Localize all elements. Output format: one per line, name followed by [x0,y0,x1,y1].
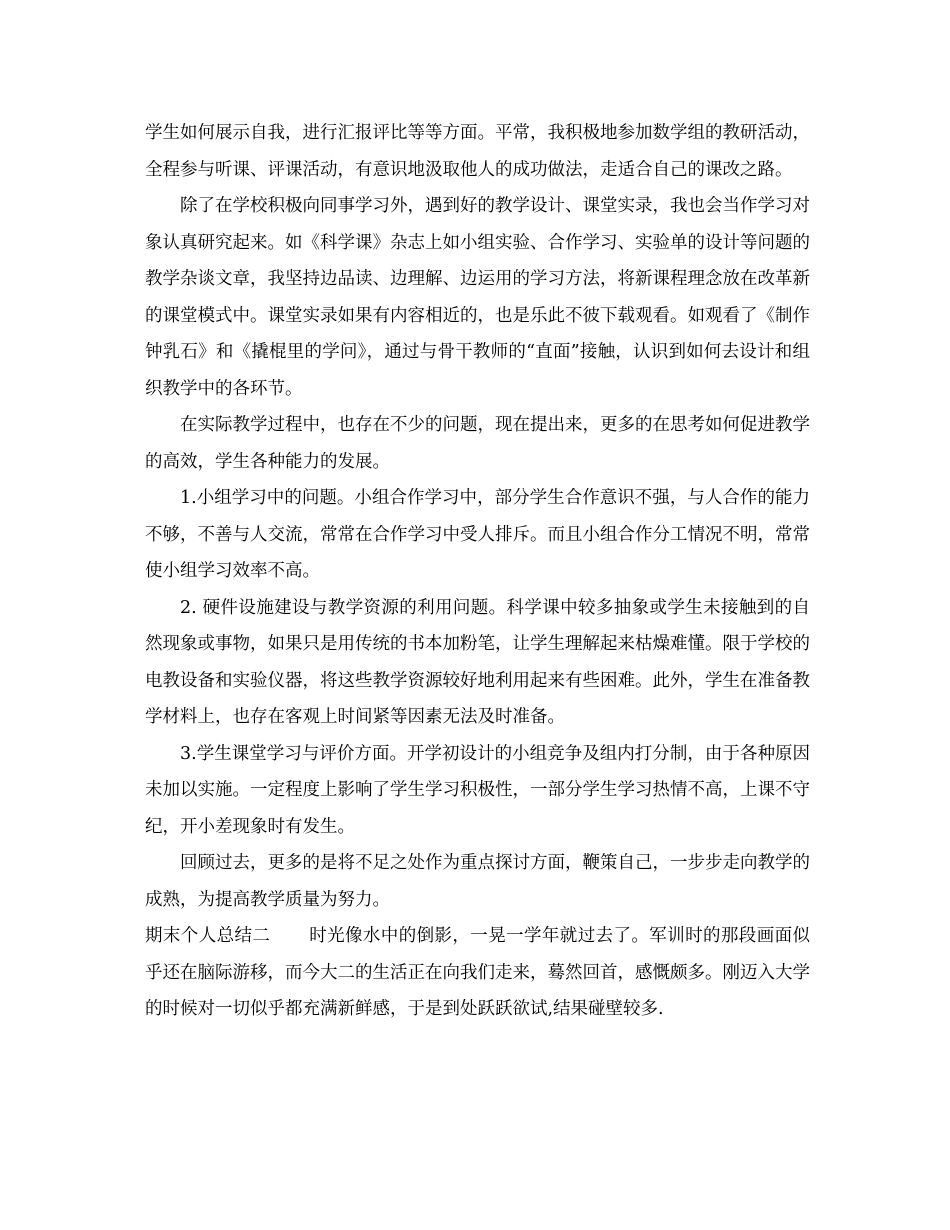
paragraph-continued: 学生如何展示自我，进行汇报评比等等方面。平常，我积极地参加数学组的教研活动，全程参与听课、评课活动，有意识地汲取他人的成功做法，走适合自己的课改之路。 [145,123,810,180]
paragraph-learning: 除了在学校积极向同事学习外，遇到好的教学设计、课堂实录，我也会当作学习对象认真研究起来。如《科学课》杂志上如小组实验、合作学习、实验单的设计等问题的教学杂谈文章，我坚持边品读、边理解、边运用的学习方法，将新课程理念放在改革新的课堂模式中。课堂实录如果有内容相近的，也是乐此不彼下载观看。如观看了《制作钟乳石》和《撬棍里的学问》，通过与骨干教师的“直面”接触，认识到如何去设计和组织教学中的各环节。 [145,196,810,399]
paragraph-problem-2: 2. 硬件设施建设与教学资源的利用问题。科学课中较多抽象或学生未接触到的自然现象或事物，如果只是用传统的书本加粉笔，让学生理解起来枯燥难懂。限于学校的电教设备和实验仪器，将这些教学资源较好地利用起来有些困难。此外，学生在准备教学材料上，也存在客观上时间紧等因素无法及时准备。 [145,597,810,727]
section-paragraph [145,918,810,1028]
paragraph-problems-intro: 在实际教学过程中，也存在不少的问题，现在提出来，更多的在思考如何促进教学的高效，学生各种能力的发展。 [145,415,810,472]
section-text: 时光像水中的倒影，一晃一学年就过去了。军训时的那段画面似乎还在脑际游移，而今大二的生活正在向我们走来，蓦然回首，感慨颇多。刚迈入大学的时候对一切似乎都充满新鲜感，于是到处跃跃欲试,结果碰壁较多. [145,926,811,1019]
section-title: 期末个人总结二 [145,926,271,946]
document-body [145,115,810,1028]
paragraph-review: 回顾过去，更多的是将不足之处作为重点探讨方面，鞭策自己，一步步走向教学的成熟，为提高教学质量为努力。 [145,853,810,910]
paragraph-problem-3: 3.学生课堂学习与评价方面。开学初设计的小组竞争及组内打分制，由于各种原因未加以实施。一定程度上影响了学生学习积极性，一部分学生学习热情不高，上课不守纪，开小差现象时有发生。 [145,743,810,837]
paragraph-problem-1: 1.小组学习中的问题。小组合作学习中，部分学生合作意识不强，与人合作的能力不够，不善与人交流，常常在合作学习中受人排斥。而且小组合作分工情况不明，常常使小组学习效率不高。 [145,488,810,581]
